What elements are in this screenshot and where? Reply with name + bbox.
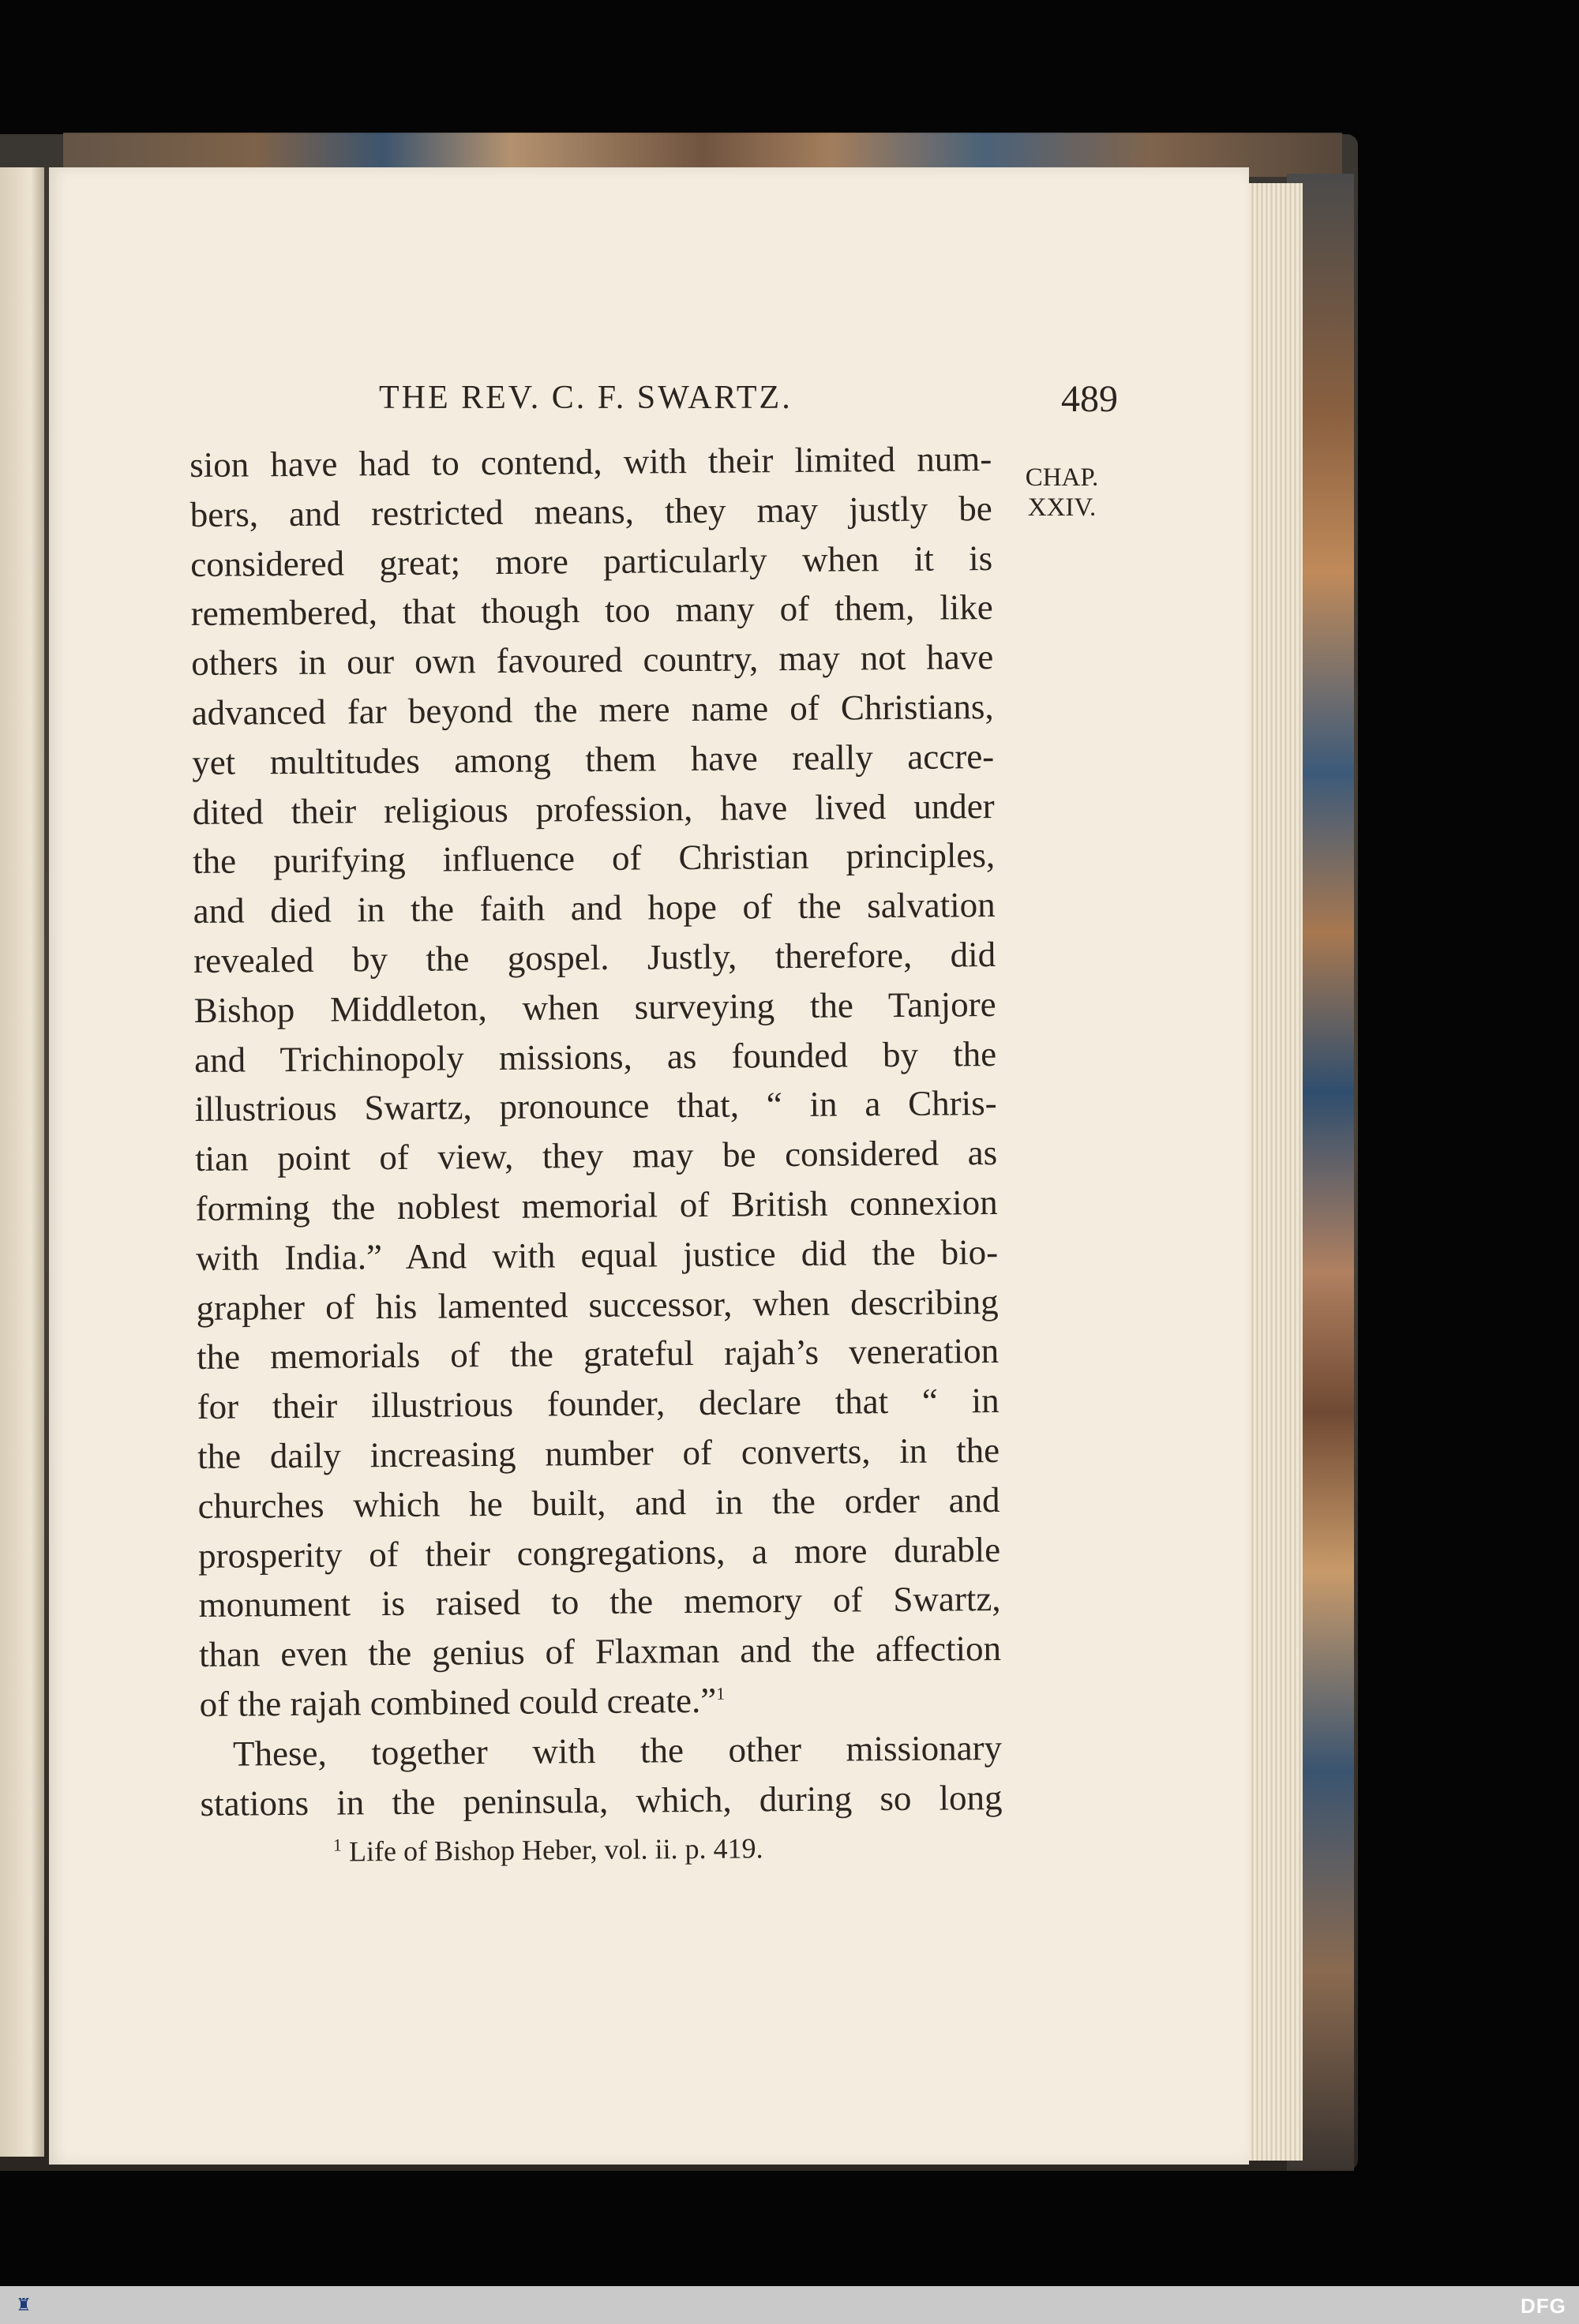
text-line: monument is raised to the memory of Swartz, bbox=[198, 1579, 1001, 1625]
text-line: tian point of view, they may be considered as bbox=[194, 1133, 998, 1179]
text-line: grapher of his lamented successor, when describing bbox=[196, 1281, 999, 1328]
chapter-number: XXIV. bbox=[1027, 493, 1097, 522]
text-line: churches which he built, and in the order and bbox=[197, 1479, 1000, 1526]
text-line-paragraph-end bbox=[199, 1674, 1001, 1730]
text-line: illustrious Swartz, pronounce that, “ in a Chris- bbox=[194, 1083, 997, 1130]
text-line: others in our own favoured country, may not have bbox=[191, 637, 994, 684]
text-line: sion have had to contend, with their limited num- bbox=[189, 439, 992, 485]
chapter-label: CHAP. bbox=[1025, 463, 1099, 492]
dfg-logo: DFG bbox=[1521, 2294, 1566, 2318]
library-logo-icon: ♜ bbox=[16, 2295, 32, 2315]
text-line: dited their religious profession, have lived under bbox=[192, 785, 995, 832]
text-line: than even the genius of Flaxman and the affection bbox=[198, 1629, 1002, 1675]
text-line: yet multitudes among them have really accre- bbox=[192, 736, 995, 782]
text-line: bers, and restricted means, they may justly be bbox=[189, 488, 992, 534]
running-title: THE REV. C. F. SWARTZ. bbox=[379, 380, 793, 416]
text-line: and Trichinopoly missions, as founded by the bbox=[193, 1033, 997, 1080]
text-line: remembered, that though too many of them, like bbox=[190, 587, 993, 634]
text-line: and died in the faith and hope of the salvation bbox=[193, 885, 996, 931]
viewer-footer-bar bbox=[0, 2286, 1579, 2324]
text-line: prosperity of their congregations, a more durable bbox=[197, 1529, 1001, 1576]
footnote-marker: 1 bbox=[332, 1835, 343, 1855]
text-line: the purifying influence of Christian principles, bbox=[192, 835, 996, 882]
text-line: with India.” And with equal justice did the bio- bbox=[195, 1231, 999, 1278]
page-number: 489 bbox=[1061, 378, 1118, 420]
text-line-paragraph-start: These, together with the other missionary bbox=[232, 1727, 1003, 1774]
footnote-text: Life of Bishop Heber, vol. ii. p. 419. bbox=[348, 1832, 763, 1868]
text-line: advanced far beyond the mere name of Christians, bbox=[191, 686, 994, 733]
text-line: Bishop Middleton, when surveying the Tanjore bbox=[193, 984, 996, 1030]
text-line: forming the noblest memorial of British connexion bbox=[195, 1182, 998, 1228]
chapter-margin-note bbox=[1018, 463, 1105, 523]
text-line: stations in the peninsula, which, during so long bbox=[200, 1777, 1003, 1824]
text-line: the memorials of the grateful rajah’s veneration bbox=[196, 1331, 1000, 1378]
text-line: the daily increasing number of converts, in the bbox=[197, 1430, 1000, 1476]
footnote-reference: 1 bbox=[716, 1683, 726, 1704]
text-line-content: of the rajah combined could create.” bbox=[199, 1680, 717, 1724]
text-line: considered great; more particularly when it is bbox=[190, 538, 993, 584]
text-line: revealed by the gospel. Justly, therefore, did bbox=[193, 934, 996, 980]
facing-page-edge bbox=[0, 167, 44, 2157]
text-line: for their illustrious founder, declare that “ in bbox=[197, 1381, 1000, 1427]
body-text bbox=[189, 434, 1003, 1872]
footnote bbox=[201, 1827, 1003, 1872]
